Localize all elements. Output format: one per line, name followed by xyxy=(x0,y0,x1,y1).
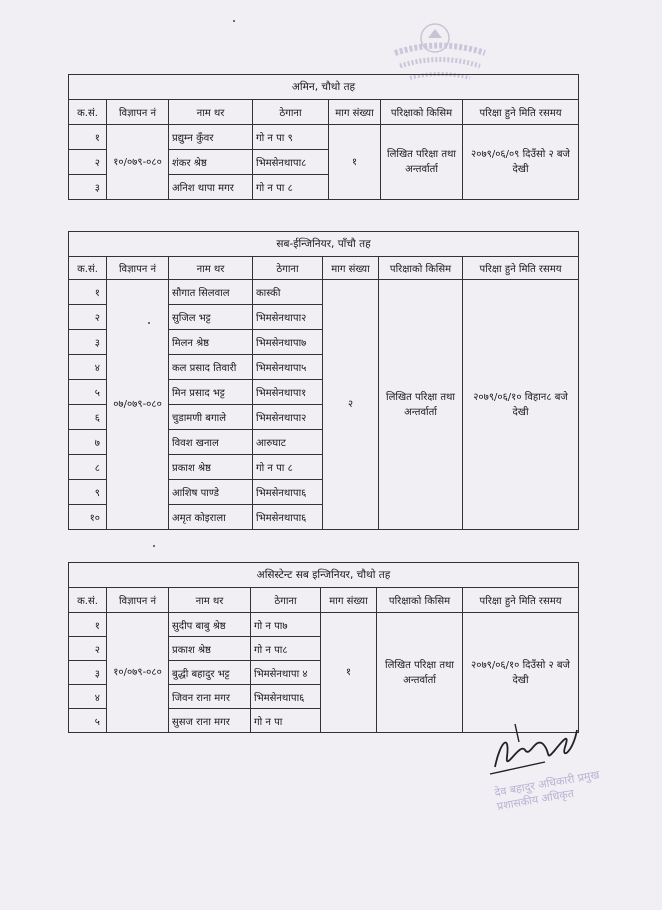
col-header: परिक्षाको किसिम xyxy=(377,588,463,613)
col-header: विज्ञापन नं xyxy=(107,100,169,125)
demand-count: २ xyxy=(323,280,379,530)
table-row xyxy=(69,280,579,305)
serial-number: २ xyxy=(69,637,107,661)
candidate-name: शंकर श्रेष्ठ xyxy=(169,150,253,175)
serial-number: ७ xyxy=(69,430,107,455)
col-header: ठेगाना xyxy=(253,257,323,280)
serial-number: ८ xyxy=(69,455,107,480)
col-header: क.सं. xyxy=(69,588,107,613)
candidate-address: भिमसेनथापा७ xyxy=(253,330,323,355)
advert-number: ०७/०७९-०८० xyxy=(107,280,169,530)
col-header: माग संख्या xyxy=(321,588,377,613)
candidate-address: गो न पा ८ xyxy=(253,175,329,200)
exam-type: लिखित परिक्षा तथा अन्तर्वार्ता xyxy=(379,280,463,530)
exam-date: २०७९/०६/०९ दिउँसो २ बजे देखी xyxy=(463,125,579,200)
table-row xyxy=(69,125,579,150)
candidate-address: आरुघाट xyxy=(253,430,323,455)
exam-date: २०७९/०६/१० विहान८ बजे देखी xyxy=(463,280,579,530)
serial-number: १ xyxy=(69,613,107,637)
col-header: ठेगाना xyxy=(251,588,321,613)
candidate-name: मिन प्रसाद भट्ट xyxy=(169,380,253,405)
candidate-name: सौगात सिलवाल xyxy=(169,280,253,305)
candidate-name: आशिष पाण्डे xyxy=(169,480,253,505)
candidate-name: प्रकाश श्रेष्ठ xyxy=(169,637,251,661)
col-header: क.सं. xyxy=(69,100,107,125)
advert-number: १०/०७९-०८० xyxy=(107,613,169,733)
candidate-address: भिमसेनथापा२ xyxy=(253,305,323,330)
col-header: क.सं. xyxy=(69,257,107,280)
col-header: परिक्षाको किसिम xyxy=(381,100,463,125)
serial-number: ३ xyxy=(69,175,107,200)
candidate-name: चुडामणी बगाले xyxy=(169,405,253,430)
exam-type: लिखित परिक्षा तथा अन्तर्वार्ता xyxy=(381,125,463,200)
col-header: नाम थर xyxy=(169,100,253,125)
table-title: असिस्टेन्ट सब इन्जिनियर, चौथो तह xyxy=(69,563,579,588)
col-header: परिक्षा हुने मिति रसमय xyxy=(463,100,579,125)
candidate-address: कास्की xyxy=(253,280,323,305)
col-header: माग संख्या xyxy=(329,100,381,125)
serial-number: ५ xyxy=(69,380,107,405)
candidate-address: भिमसेनथापा ४ xyxy=(251,661,321,685)
serial-number: ३ xyxy=(69,330,107,355)
sub-engineer-table xyxy=(68,231,579,530)
candidate-address: भिमसेनथापा८ xyxy=(253,150,329,175)
candidate-name: सुदीप बाबु श्रेष्ठ xyxy=(169,613,251,637)
candidate-name: प्रद्युम्न कुँवर xyxy=(169,125,253,150)
candidate-address: भिमसेनथापा६ xyxy=(253,480,323,505)
exam-type: लिखित परिक्षा तथा अन्तर्वार्ता xyxy=(377,613,463,733)
serial-number: ३ xyxy=(69,661,107,685)
col-header: विज्ञापन नं xyxy=(107,257,169,280)
assistant-sub-engineer-table xyxy=(68,562,579,733)
candidate-address: गो न पा ८ xyxy=(253,455,323,480)
serial-number: ४ xyxy=(69,355,107,380)
col-header: माग संख्या xyxy=(323,257,379,280)
serial-number: १० xyxy=(69,505,107,530)
serial-number: ६ xyxy=(69,405,107,430)
serial-number: २ xyxy=(69,305,107,330)
table-row xyxy=(69,613,579,637)
col-header: ठेगाना xyxy=(253,100,329,125)
serial-number: ५ xyxy=(69,709,107,733)
candidate-name: मिलन श्रेष्ठ xyxy=(169,330,253,355)
col-header: विज्ञापन नं xyxy=(107,588,169,613)
candidate-address: भिमसेनथापा६ xyxy=(253,505,323,530)
col-header: नाम थर xyxy=(169,588,251,613)
candidate-address: गो न पा ९ xyxy=(253,125,329,150)
candidate-name: अनिश थापा मगर xyxy=(169,175,253,200)
amin-table xyxy=(68,74,579,200)
candidate-name: सुसज राना मगर xyxy=(169,709,251,733)
exam-date: २०७९/०६/१० दिउँसो २ बजे देखी xyxy=(463,613,579,733)
serial-number: २ xyxy=(69,150,107,175)
serial-number: ९ xyxy=(69,480,107,505)
candidate-address: भिमसेनथापा५ xyxy=(253,355,323,380)
col-header: परिक्षा हुने मिति रसमय xyxy=(463,588,579,613)
serial-number: १ xyxy=(69,280,107,305)
candidate-address: गो न पा७ xyxy=(251,613,321,637)
col-header: नाम थर xyxy=(169,257,253,280)
table-title: सब-ईन्जिनियर, पाँचौ तह xyxy=(69,232,579,257)
col-header: परिक्षाको किसिम xyxy=(379,257,463,280)
demand-count: १ xyxy=(329,125,381,200)
candidate-name: अमृत कोइराला xyxy=(169,505,253,530)
officer-seal: देव बहादुर अधिकारी प्रमुख प्रशासकीय अधिकृत xyxy=(493,768,601,814)
table-title: अमिन, चौथो तह xyxy=(69,75,579,100)
candidate-address: भिमसेनथापा१ xyxy=(253,380,323,405)
candidate-address: गो न पा८ xyxy=(251,637,321,661)
candidate-address: गो न पा xyxy=(251,709,321,733)
candidate-name: बुद्धी बहादुर भट्ट xyxy=(169,661,251,685)
candidate-name: विवश खनाल xyxy=(169,430,253,455)
serial-number: ४ xyxy=(69,685,107,709)
candidate-name: जिवन राना मगर xyxy=(169,685,251,709)
demand-count: १ xyxy=(321,613,377,733)
col-header: परिक्षा हुने मिति रसमय xyxy=(463,257,579,280)
advert-number: १०/०७९-०८० xyxy=(107,125,169,200)
candidate-name: प्रकाश श्रेष्ठ xyxy=(169,455,253,480)
candidate-address: भिमसेनथापा२ xyxy=(253,405,323,430)
signature xyxy=(485,712,580,782)
serial-number: १ xyxy=(69,125,107,150)
candidate-address: भिमसेनथापा६ xyxy=(251,685,321,709)
candidate-name: सुजिल भट्ट xyxy=(169,305,253,330)
candidate-name: कल प्रसाद तिवारी xyxy=(169,355,253,380)
